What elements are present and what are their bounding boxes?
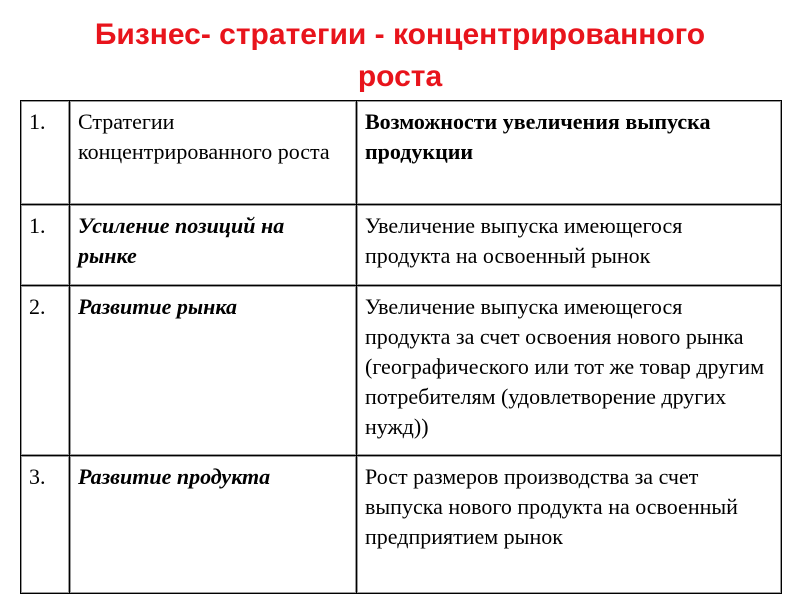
header-description-cell: Возможности увеличения выпуска продукции [357, 101, 782, 205]
table-row [21, 286, 782, 456]
slide-title [0, 14, 800, 98]
table-header-row [21, 101, 782, 205]
row-strategy-cell: Развитие рынка [70, 286, 357, 456]
row-num-cell: 2. [21, 286, 70, 456]
row-num-cell: 3. [21, 456, 70, 594]
table-row [21, 205, 782, 286]
header-strategy-cell: Стратегии концентрированного роста [70, 101, 357, 205]
strategy-table [20, 100, 782, 594]
row-description-cell: Рост размеров производства за счет выпуска нового продукта на освоенный предприятием рынок [357, 456, 782, 594]
row-strategy-cell: Усиление позиций на рынке [70, 205, 357, 286]
slide-title-line-2: роста [357, 60, 443, 93]
row-strategy-cell: Развитие продукта [70, 456, 357, 594]
row-description-cell: Увеличение выпуска имеющегося продукта на освоенный рынок [357, 205, 782, 286]
header-num-cell: 1. [21, 101, 70, 205]
slide-title-line-1: Бизнес- стратегии - концентрированного [94, 18, 706, 51]
row-num-cell: 1. [21, 205, 70, 286]
row-description-cell: Увеличение выпуска имеющегося продукта за счет освоения нового рынка (географического или тот же товар другим потребителям (удовлетворение других нужд)) [357, 286, 782, 456]
table-row [21, 456, 782, 594]
